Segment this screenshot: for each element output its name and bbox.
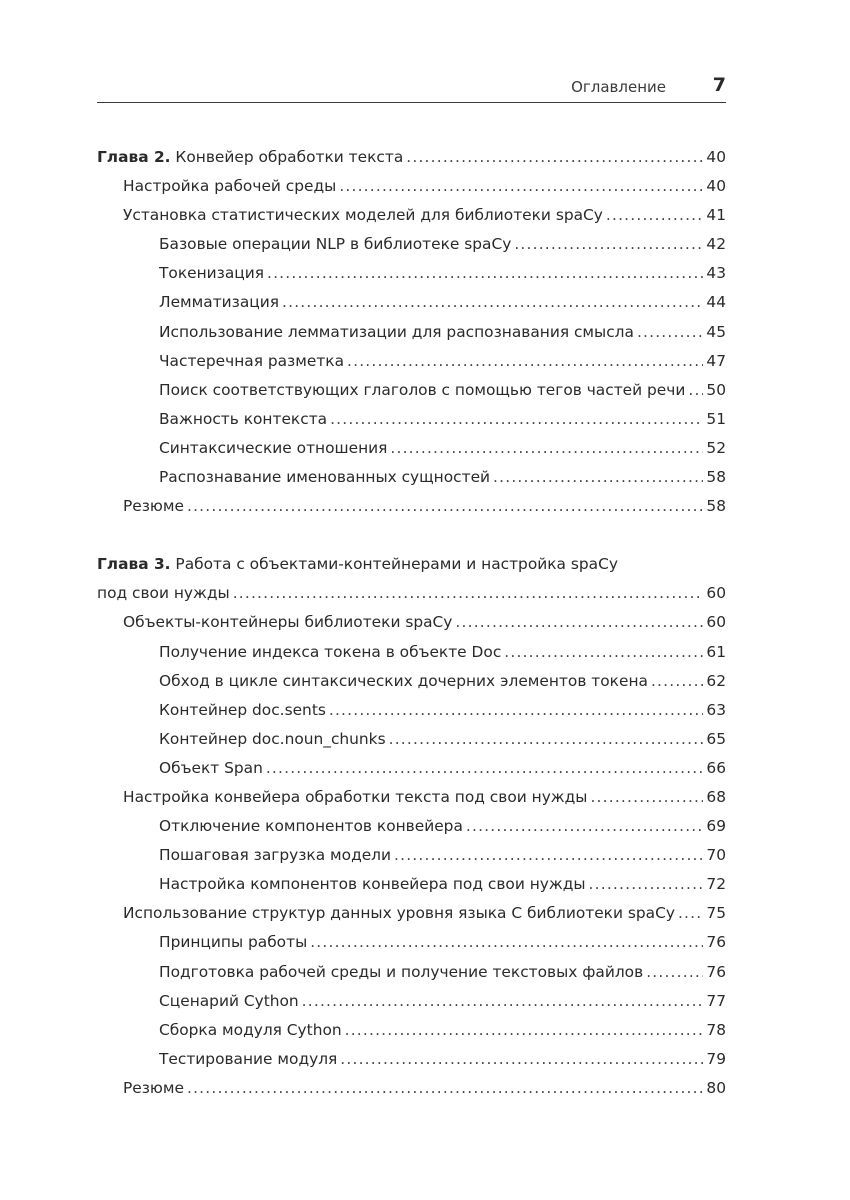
page-ref: 58	[706, 497, 726, 516]
toc-entry[interactable]	[97, 1045, 726, 1074]
page-ref: 47	[706, 351, 726, 370]
toc-entry[interactable]	[97, 434, 726, 463]
leader-dots	[514, 230, 703, 259]
leader-dots	[345, 1016, 704, 1045]
leader-dots	[646, 958, 703, 987]
page-ref: 60	[706, 613, 726, 632]
page-ref: 77	[706, 991, 726, 1010]
entry-text: Подготовка рабочей среды и получение текстовых файлов	[159, 962, 644, 981]
entry-text: Настройка компонентов конвейера под свои нужды	[159, 875, 586, 894]
page-ref: 72	[706, 875, 726, 894]
page-ref: 76	[706, 962, 726, 981]
page-ref: 61	[706, 642, 726, 661]
toc-entry[interactable]	[97, 754, 726, 783]
toc-entry[interactable]	[97, 492, 726, 521]
page-ref: 42	[706, 235, 726, 254]
leader-dots	[340, 1045, 703, 1074]
chapter-title: Конвейер обработки текста	[175, 148, 404, 166]
toc-entry[interactable]	[97, 1016, 726, 1045]
toc-entry[interactable]	[97, 608, 726, 637]
leader-dots	[606, 201, 704, 230]
toc-entry[interactable]	[97, 958, 726, 987]
leader-dots	[389, 725, 704, 754]
page-ref: 63	[706, 700, 726, 719]
page-number: 7	[712, 74, 726, 96]
leader-dots	[330, 405, 703, 434]
leader-dots	[455, 608, 703, 637]
chapter-spacer	[97, 521, 726, 550]
entry-text: Контейнер doc.noun_chunks	[159, 729, 386, 748]
entry-text: Тестирование модуля	[159, 1049, 338, 1068]
page-ref: 76	[706, 933, 726, 952]
page-ref: 80	[706, 1078, 726, 1097]
leader-dots	[187, 1074, 703, 1103]
toc-entry[interactable]	[97, 783, 726, 812]
entry-text: Резюме	[123, 497, 184, 516]
page-ref: 52	[706, 438, 726, 457]
leader-dots	[347, 347, 703, 376]
toc-entry[interactable]	[97, 812, 726, 841]
chapter-title-continued: под свои нужды	[97, 584, 230, 603]
leader-dots	[282, 288, 703, 317]
toc-entry[interactable]	[97, 1074, 726, 1103]
leader-dots	[302, 987, 704, 1016]
leader-dots	[329, 696, 704, 725]
leader-dots	[390, 434, 703, 463]
leader-dots	[394, 841, 703, 870]
leader-dots	[187, 492, 703, 521]
page-ref: 70	[706, 846, 726, 865]
chapter-label: Глава 3.	[97, 555, 171, 574]
running-header	[97, 74, 726, 103]
entry-text: Важность контекста	[159, 409, 328, 428]
page-ref: 43	[706, 264, 726, 283]
toc-entry[interactable]	[97, 725, 726, 754]
toc-entry[interactable]	[97, 899, 726, 928]
entry-text: Лемматизация	[159, 293, 280, 312]
toc-entry[interactable]	[97, 696, 726, 725]
page-ref: 66	[706, 758, 726, 777]
entry-text: Принципы работы	[159, 933, 308, 952]
entry-text: Пошаговая загрузка модели	[159, 846, 392, 865]
entry-text: Распознавание именованных сущностей	[159, 468, 491, 487]
page-ref: 60	[706, 584, 726, 603]
chapter-title: Работа с объектами-контейнерами и настройка spaCy	[175, 555, 618, 574]
page-ref: 75	[706, 904, 726, 923]
page-ref: 78	[706, 1020, 726, 1039]
entry-text: Объект Span	[159, 758, 263, 777]
toc-entry[interactable]	[97, 870, 726, 899]
toc-entry[interactable]	[97, 376, 726, 405]
entry-text: Резюме	[123, 1078, 184, 1097]
toc-entry[interactable]	[97, 667, 726, 696]
toc-entry[interactable]	[97, 230, 726, 259]
toc-entry[interactable]	[97, 405, 726, 434]
leader-dots	[589, 870, 704, 899]
entry-text: Токенизация	[159, 264, 264, 283]
toc-entry[interactable]	[97, 347, 726, 376]
leader-dots	[339, 172, 703, 201]
leader-dots	[678, 899, 703, 928]
entry-text: Сценарий Cython	[159, 991, 299, 1010]
toc-entry[interactable]	[97, 259, 726, 288]
chapter-label: Глава 2.	[97, 148, 171, 166]
page-ref: 50	[706, 380, 726, 399]
entry-text: Объекты-контейнеры библиотеки spaCy	[123, 613, 453, 632]
page-ref: 68	[706, 787, 726, 806]
entry-text: Настройка рабочей среды	[123, 177, 337, 196]
leader-dots	[267, 259, 703, 288]
page-ref: 41	[706, 206, 726, 225]
page-ref: 51	[706, 409, 726, 428]
leader-dots	[406, 143, 703, 172]
entry-text: Установка статистических моделей для библиотеки spaCy	[123, 206, 603, 225]
table-of-contents	[97, 143, 726, 1103]
running-header-title: Оглавление	[571, 78, 666, 96]
page-ref: 65	[706, 729, 726, 748]
toc-chapter-2[interactable]	[97, 143, 726, 172]
entry-text: Поиск соответствующих глаголов с помощью тегов частей речи	[159, 380, 686, 399]
leader-dots	[637, 318, 703, 347]
leader-dots	[493, 463, 703, 492]
page-ref: 44	[706, 293, 726, 312]
toc-entry[interactable]	[97, 841, 726, 870]
leader-dots	[651, 667, 703, 696]
entry-text: Частеречная разметка	[159, 351, 345, 370]
toc-entry[interactable]	[97, 928, 726, 957]
page-ref: 58	[706, 468, 726, 487]
leader-dots	[590, 783, 703, 812]
leader-dots	[688, 376, 703, 405]
leader-dots	[310, 928, 703, 957]
toc-entry[interactable]	[97, 318, 726, 347]
leader-dots	[504, 638, 703, 667]
entry-text: Получение индекса токена в объекте Doc	[159, 642, 502, 661]
entry-text: Синтаксические отношения	[159, 438, 388, 457]
page-ref: 40	[706, 148, 726, 166]
toc-chapter-3-continued[interactable]	[97, 579, 726, 608]
page-ref: 62	[706, 671, 726, 690]
toc-chapter-3[interactable]	[97, 550, 726, 579]
toc-entry[interactable]	[97, 172, 726, 201]
toc-entry[interactable]	[97, 288, 726, 317]
entry-text: Отключение компонентов конвейера	[159, 817, 463, 836]
entry-text: Сборка модуля Cython	[159, 1020, 342, 1039]
page-ref: 69	[706, 817, 726, 836]
page-ref: 45	[706, 322, 726, 341]
leader-dots	[466, 812, 704, 841]
toc-entry[interactable]	[97, 638, 726, 667]
toc-entry[interactable]	[97, 201, 726, 230]
leader-dots	[266, 754, 704, 783]
entry-text: Настройка конвейера обработки текста под свои нужды	[123, 787, 588, 806]
entry-text: Базовые операции NLP в библиотеке spaCy	[159, 235, 512, 254]
toc-entry[interactable]	[97, 463, 726, 492]
entry-text: Использование структур данных уровня языка C библиотеки spaCy	[123, 904, 675, 923]
page-ref: 40	[706, 177, 726, 196]
leader-dots	[233, 579, 704, 608]
entry-text: Обход в цикле синтаксических дочерних элементов токена	[159, 671, 648, 690]
entry-text: Использование лемматизации для распознавания смысла	[159, 322, 634, 341]
entry-text: Контейнер doc.sents	[159, 700, 326, 719]
toc-entry[interactable]	[97, 987, 726, 1016]
page-ref: 79	[706, 1049, 726, 1068]
